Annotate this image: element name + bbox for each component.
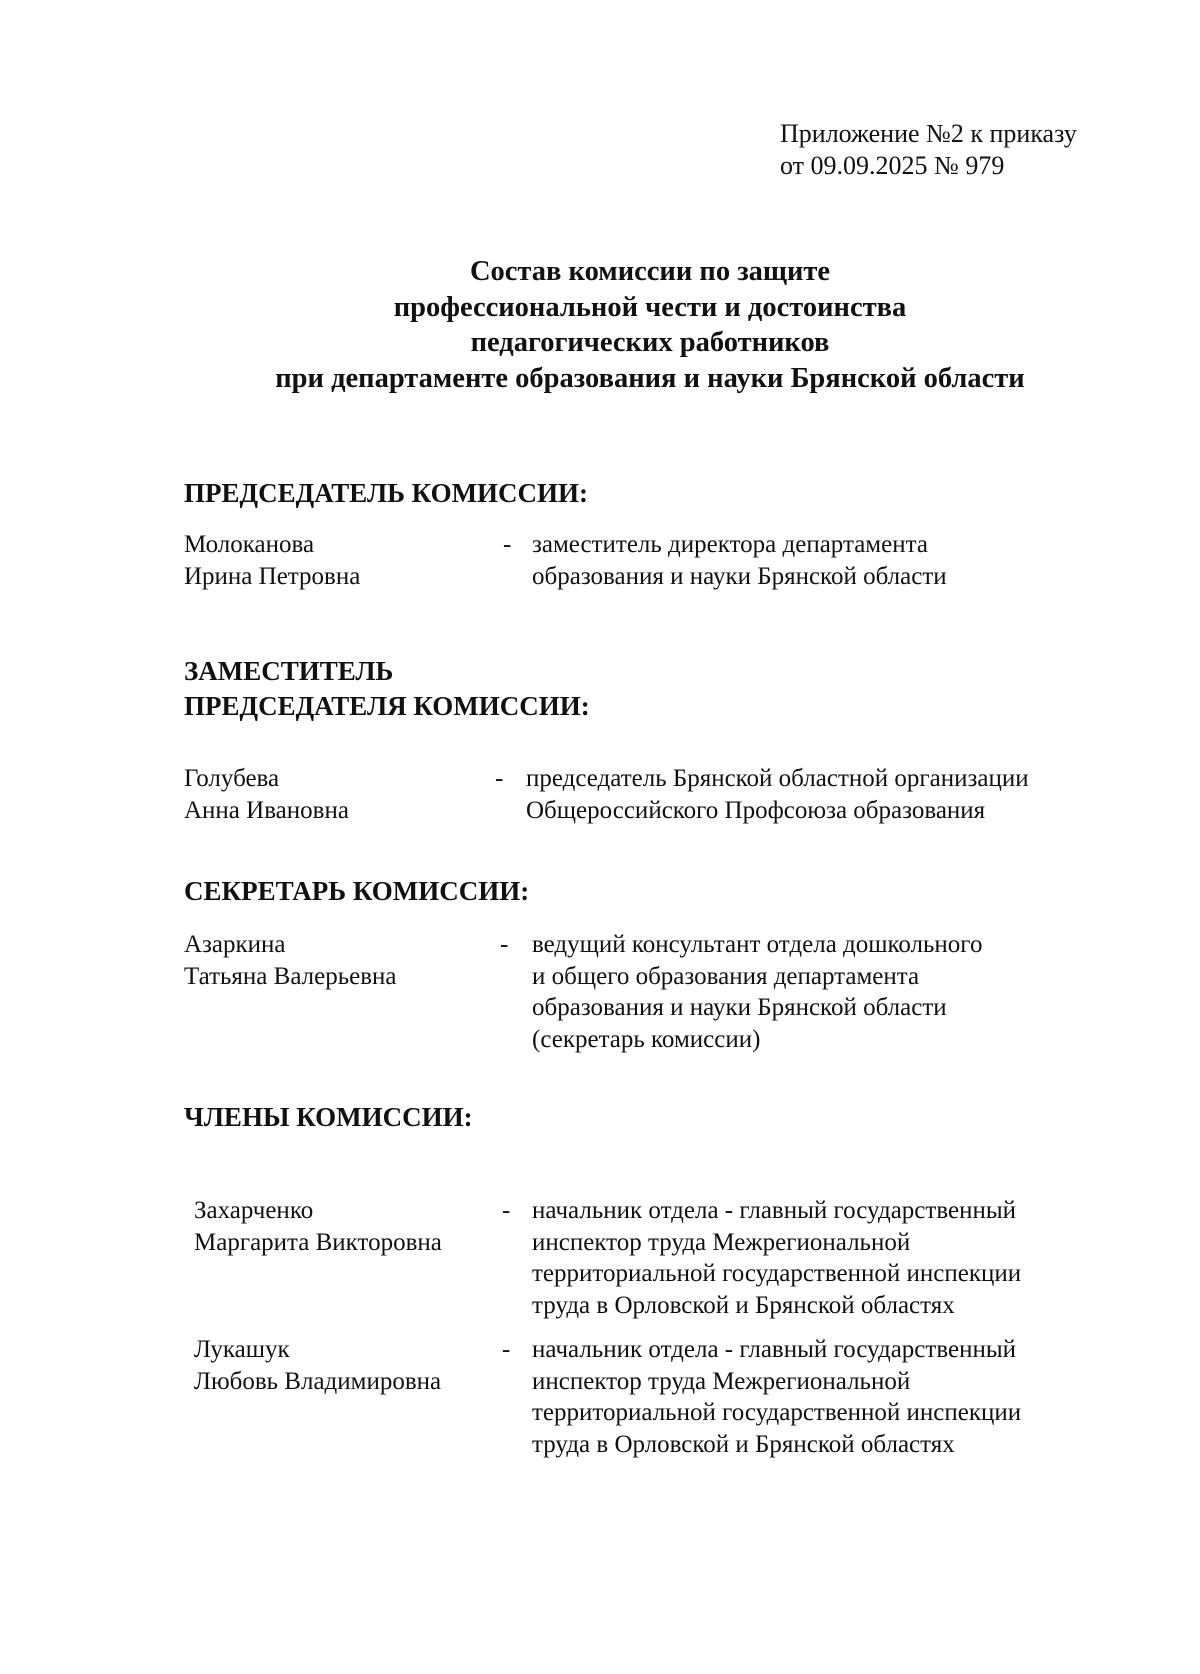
position-line: ведущий консультант отдела дошкольного xyxy=(532,931,983,958)
position-line: труда в Орловской и Брянской областях xyxy=(532,1291,955,1319)
given-name: Ирина Петровна xyxy=(184,562,361,590)
section-heading: ПРЕДСЕДАТЕЛЯ КОМИССИИ: xyxy=(184,691,590,721)
surname: Лукашук xyxy=(194,1336,290,1363)
order-date-number: от 09.09.2025 № 979 xyxy=(780,151,1005,180)
secretary-heading xyxy=(184,874,529,909)
secretary-name xyxy=(184,929,397,992)
title-line: педагогических работников xyxy=(470,327,830,358)
appendix-line: Приложение №2 к приказу xyxy=(780,119,1077,148)
dash: - xyxy=(495,765,504,792)
section-heading: СЕКРЕТАРЬ КОМИССИИ: xyxy=(184,876,530,906)
dash: - xyxy=(503,531,512,558)
title-line: Состав комиссии по защите xyxy=(469,256,831,287)
section-heading: ЧЛЕНЫ КОМИССИИ: xyxy=(184,1102,473,1132)
position-line: территориальной государственной инспекции xyxy=(532,1399,1022,1426)
dash: - xyxy=(502,1197,511,1224)
position-line: труда в Орловской и Брянской областях xyxy=(532,1430,955,1458)
position-line: Общероссийского Профсоюза образования xyxy=(526,796,986,824)
deputy-position xyxy=(526,763,1029,826)
position-line: территориальной государственной инспекции xyxy=(532,1260,1022,1287)
section-heading: ЗАМЕСТИТЕЛЬ xyxy=(184,656,394,686)
deputy-heading xyxy=(184,654,590,724)
position-line: председатель Брянской областной организации xyxy=(526,765,1029,792)
given-name: Анна Ивановна xyxy=(184,796,349,824)
member-name xyxy=(194,1334,441,1397)
position-line: инспектор труда Межрегиональной xyxy=(532,1367,911,1395)
title-line: при департаменте образования и науки Брянской области xyxy=(275,362,1025,394)
members-heading xyxy=(184,1100,473,1135)
surname: Молоканова xyxy=(184,531,315,558)
deputy-name xyxy=(184,763,349,826)
surname: Захарченко xyxy=(194,1197,314,1224)
member-position xyxy=(532,1334,1021,1460)
chairman-position xyxy=(532,529,947,592)
position-line: начальник отдела - главный государственный xyxy=(532,1197,1017,1224)
secretary-position xyxy=(532,929,982,1055)
position-line: и общего образования департамента xyxy=(532,962,920,990)
given-name: Маргарита Викторовна xyxy=(194,1228,442,1256)
section-heading: ПРЕДСЕДАТЕЛЬ КОМИССИИ: xyxy=(184,478,589,508)
position-line: образования и науки Брянской области xyxy=(532,994,947,1021)
position-line: инспектор труда Межрегиональной xyxy=(532,1228,911,1256)
dash: - xyxy=(500,931,509,958)
document-title xyxy=(150,254,1150,396)
position-line: (секретарь комиссии) xyxy=(532,1025,761,1053)
surname: Азаркина xyxy=(184,931,286,958)
surname: Голубева xyxy=(184,765,280,792)
chairman-heading xyxy=(184,476,588,511)
given-name: Татьяна Валерьевна xyxy=(184,962,397,990)
given-name: Любовь Владимировна xyxy=(194,1367,442,1395)
title-line: профессиональной чести и достоинства xyxy=(393,291,907,323)
member-position xyxy=(532,1195,1021,1321)
member-name xyxy=(194,1195,442,1258)
position-line: начальник отдела - главный государственный xyxy=(532,1336,1017,1363)
chairman-name xyxy=(184,529,360,592)
position-line: заместитель директора департамента xyxy=(532,531,928,558)
position-line: образования и науки Брянской области xyxy=(532,562,947,590)
dash: - xyxy=(502,1336,511,1363)
appendix-reference xyxy=(780,118,1077,182)
